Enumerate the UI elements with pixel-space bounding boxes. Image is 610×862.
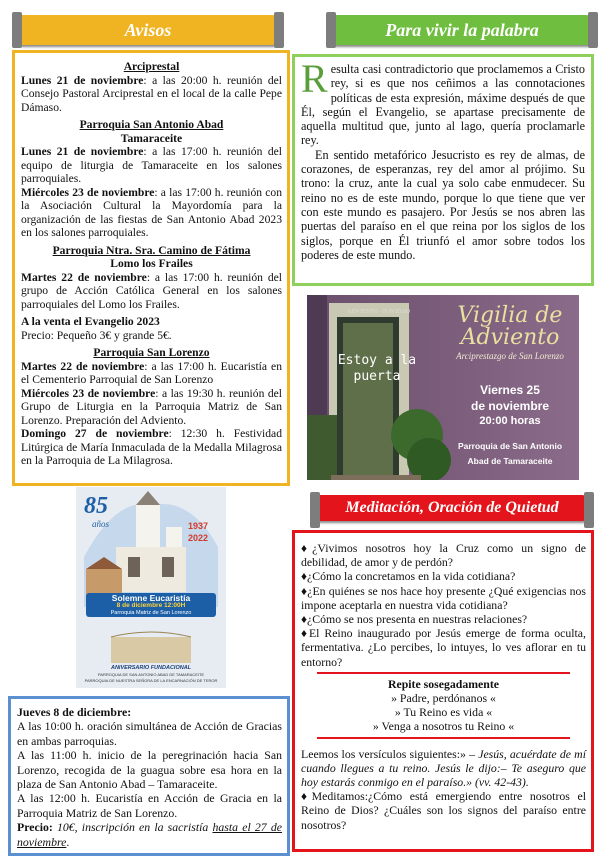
notice-date: Miércoles 23 de noviembre [21,386,156,400]
meditacion-section [292,530,594,852]
vigilia-place-2: Abad de Tamaraceite [467,456,553,466]
notice-text: : a las 20:00 h. reunión del Consejo Pastoral Arciprestal en el local de la calle Pepe Dámaso. [21,73,282,114]
san-lorenzo-notice-1 [21,360,282,387]
tamaraceite-subheading: Tamaraceite [120,131,183,145]
palabra-paragraph-1 [301,56,585,148]
notice-date: Martes 22 de noviembre [21,359,145,373]
vigilia-place-1: Parroquia de San Antonio [457,441,563,451]
price-label: Precio: [17,820,53,835]
question-5: ♦El Reino inaugurado por Jesús emerge de forma oculta, fermentativa. ¿Lo percibes, lo intuyes, lo ves aflorar en tu entorno? [301,626,586,669]
notice-text: : a las 19:30 h. reunión del Grupo de Liturgia en la Parroquia Matriz de San Lorenzo. Preparación del Adviento. [21,386,283,427]
notice-date: Miércoles 23 de noviembre [21,185,155,199]
lectura-quote: – Jesús, acuérdate de mí cuando llegues a tu reino. Jesús le dijo:– Te aseguro que hoy estarás conmigo en el paraíso.» (vv. 42-43). [301,746,586,790]
aniversario-poster [76,487,226,688]
jueves-line-1: A las 10:00 h. oración simultánea de Acción de Gracias en ambas parroquias. [17,719,282,748]
san-antonio-notice-2 [21,186,282,240]
sale-title: A la venta el Evangelio 2023 [21,315,160,328]
door-text: Estoy a la puerta [337,353,417,384]
question-1: ♦¿Vivimos nosotros hoy la Cruz como un signo de debilidad, de amor y de perdón? [301,541,586,570]
meditacion-banner-title: Meditación, Oración de Quietud [345,499,559,516]
notice-date: Domingo 27 de noviembre [21,427,169,440]
door-sign: ADVIENTO · NAVIDAD [347,309,411,315]
vigilia-subtitle: Arciprestazgo de San Lorenzo [456,351,564,361]
palabra-section [292,54,594,286]
drop-cap: R [301,56,328,101]
san-antonio-heading: Parroquia San Antonio Abad [79,118,224,131]
avisos-section [12,50,290,486]
question-4: ♦¿Cómo se nos presenta en nuestras relaciones? [301,612,528,627]
poster-range-2: 2022 [188,533,209,543]
notice-text: : a las 17:00 h. reunión del equipo de liturgia de Tamaraceite en los salones parroquiales. [21,145,282,185]
palabra-banner-title: Para vivir la palabra [385,19,539,40]
vigilia-date-1: Viernes 25 [480,383,540,397]
vigilia-time: 20:00 horas [479,415,541,427]
poster-range-1: 1937 [188,521,209,531]
repite-heading [301,677,586,691]
evangelio-sale [21,315,282,329]
lectura-intro: Leemos los versículos siguientes:» [301,746,470,761]
san-lorenzo-notice-2 [21,387,282,428]
notice-text: : 12:30 h. Festividad Litúrgica de María Inmaculada de la Medalla Milagrosa en la Parroquia de La Milagrosa. [21,427,282,467]
notice-date: Martes 22 de noviembre [21,270,147,284]
notice-date: Lunes 21 de noviembre [21,73,144,87]
repite-text: Repite sosegadamente [387,676,500,691]
palabra-banner [332,15,592,45]
notice-text: : a las 17:00 h. Eucaristía en el Cementerio Parroquial de San Lorenzo [21,359,282,386]
repite-line-1: » Padre, perdónanos « [391,691,496,706]
poster-foot-3: PARROQUIA DE NUESTRA SEÑORA DE LA ENCARNACIÓN DE TEROR [84,678,218,683]
price-end: . [66,834,70,849]
jueves-price [17,820,282,849]
notice-text: : a las 17:00 h. reunión con la Asociación Cultural la Mayordomía para la organización de las fiestas de San Antonio Abad 2023 en los salones parroquiales. [21,185,282,239]
repite-line-2: » Tu Reino es vida « [394,705,493,720]
avisos-banner-title: Avisos [124,19,172,40]
question-2: ♦¿Cómo la concretamos en la vida cotidiana? [301,569,516,584]
meditamos: ♦Meditamos:¿Cómo está emergiendo entre nosotros el Reino de Dios? ¿Cuáles son los signos del paraíso entre nosotros? [301,789,586,832]
price-deadline: hasta el 27 de noviembre [17,820,282,849]
fatima-notice [21,271,282,312]
poster-place: Parroquia Matriz de San Lorenzo [110,610,192,616]
evangelio-price: Precio: Pequeño 3€ y grande 5€. [21,328,172,342]
poster-title: Solemne Eucaristía [111,593,191,603]
notice-text: : a las 17:00 h. reunión del grupo de Acción Católica General en los salones parroquiales del Lomo los Frailes. [21,270,282,311]
san-lorenzo-heading: Parroquia San Lorenzo [93,346,210,359]
jueves-line-3: A las 12:00 h. Eucaristía en Acción de Gracia en la Parroquia Matriz de San Lorenzo. [17,791,282,820]
fatima-heading: Parroquia Ntra. Sra. Camino de Fátima [52,243,251,257]
vigilia-title: Vigilia de Adviento [457,303,563,350]
lectura [301,747,586,790]
jueves-section [8,696,290,856]
san-antonio-notice-1 [21,145,282,186]
jueves-line-2: A las 11:00 h. inicio de la peregrinación hacia San Lorenzo, recogida de la guagua sobre esa hora en la plaza de San Antonio Abad – Tamaraceite. [17,748,282,792]
san-lorenzo-notice-3 [21,427,282,468]
notice-date: Lunes 21 de noviembre [21,145,144,158]
divider-top [317,672,570,674]
avisos-banner [18,15,278,45]
lomo-frailes-subheading: Lomo los Frailes [110,257,193,270]
poster-foot-1: ANIVERSARIO FUNDACIONAL [110,665,192,671]
palabra-paragraph-2: En sentido metafórico Jesucristo es rey de almas, de corazones, de esperanzas, rey del amor al prójimo. Su trono: la cruz, ante la cual ya solo cabe enmudecer. Su reino no es de este mundo, porque lo que tiene que ver con este mundo es pasajero. Por Jesús se nos abren las puertas del paraíso en el que reina por los siglos de los siglos, porque en Él triunfó el amor sobre todos los poderes de este mundo. [301,147,585,262]
arciprestal-heading: Arciprestal [123,60,180,73]
vigilia-date-2: de noviembre [470,399,550,413]
divider-bottom [317,737,570,739]
poster-years: 85 [84,493,108,519]
poster-date: 8 de diciembre 12:00H [116,602,186,609]
jueves-title-text: Jueves 8 de diciembre: [17,705,132,719]
vigilia-poster [307,295,579,480]
poster-years-word: años [92,519,110,529]
question-3: ♦¿En quiénes se nos hace hoy presente ¿Qué exigencias nos impone aceptarla en nuestra vida cotidiana? [301,583,586,612]
poster-foot-2: PARROQUIA DE SAN ANTONIO ABAD DE TAMARACEITE [97,672,205,677]
jueves-title [17,705,282,719]
repite-line-3: » Venga a nosotros tu Reino « [372,719,515,734]
paragraph-text: esulta casi contradictorio que proclamemos a Cristo rey, si es que nos ceñimos a las connotaciones políticas de esta expresión, máxime después de que Él, según el Evangelio, se apartase precisamente de aquella multitud que, junto al lago, quería proclamarle rey. [301,62,585,148]
price-text: 10€, inscripción en la sacristía [52,820,213,835]
arciprestal-notice [21,74,282,115]
meditacion-banner [316,495,588,521]
